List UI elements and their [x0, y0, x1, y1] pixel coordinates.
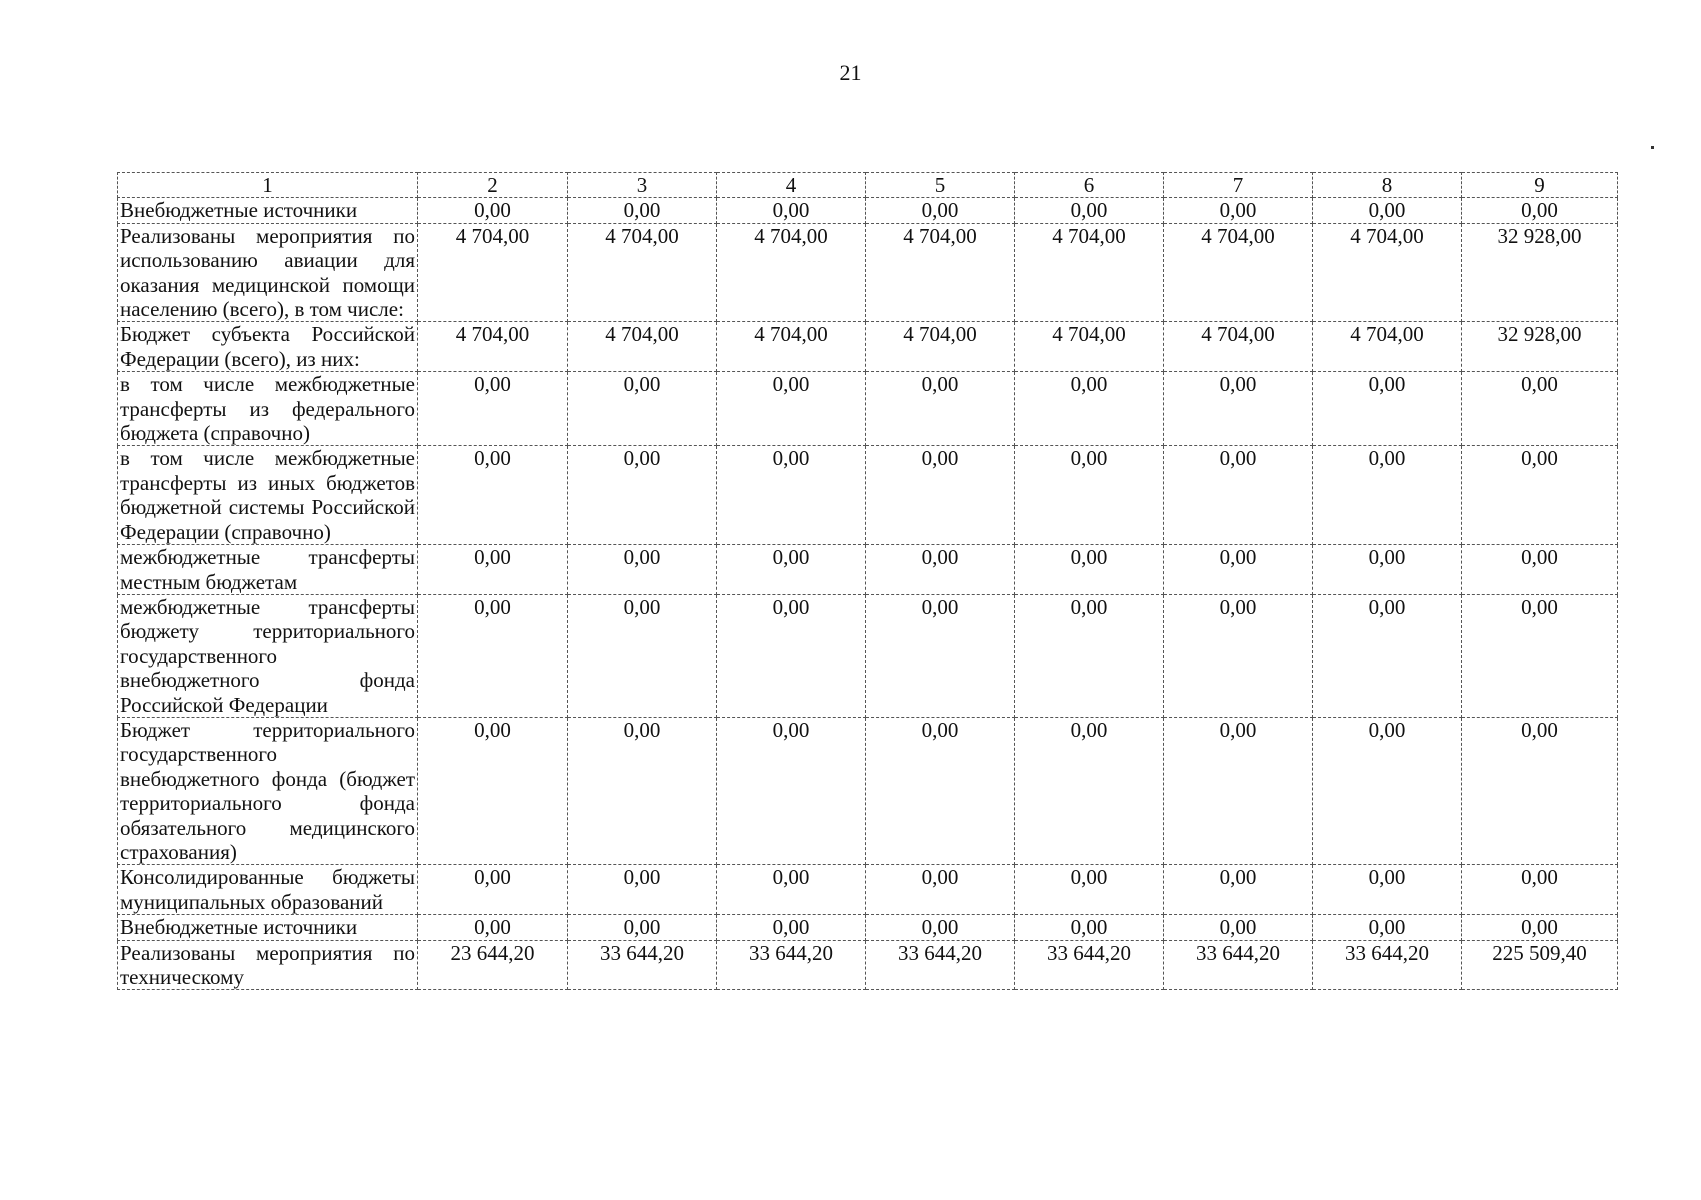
- cell-value: 0,00: [866, 545, 1015, 595]
- column-number: 4: [717, 173, 866, 198]
- cell-value: 4 704,00: [418, 223, 568, 322]
- cell-value: 4 704,00: [568, 223, 717, 322]
- cell-value: 0,00: [568, 717, 717, 864]
- cell-value: 0,00: [568, 446, 717, 545]
- cell-value: 0,00: [866, 865, 1015, 915]
- column-number: 9: [1462, 173, 1618, 198]
- table-row: [118, 223, 1618, 322]
- cell-value: 0,00: [1313, 594, 1462, 717]
- cell-value: 0,00: [1164, 915, 1313, 940]
- budget-table: [117, 172, 1618, 990]
- cell-value: 33 644,20: [1015, 940, 1164, 990]
- column-number: 2: [418, 173, 568, 198]
- page-number: 21: [839, 60, 862, 85]
- cell-value: 0,00: [717, 865, 866, 915]
- cell-value: 0,00: [1164, 545, 1313, 595]
- cell-value: 0,00: [717, 372, 866, 446]
- cell-value: 33 644,20: [1164, 940, 1313, 990]
- cell-value: 0,00: [1164, 446, 1313, 545]
- cell-value: 0,00: [1313, 545, 1462, 595]
- column-number: 3: [568, 173, 717, 198]
- cell-value: 0,00: [1313, 865, 1462, 915]
- cell-value: 0,00: [717, 198, 866, 223]
- cell-value: 0,00: [568, 594, 717, 717]
- cell-total: 32 928,00: [1462, 223, 1618, 322]
- column-number: 5: [866, 173, 1015, 198]
- cell-value: 4 704,00: [866, 223, 1015, 322]
- cell-value: 0,00: [1164, 594, 1313, 717]
- row-label: межбюджетные трансферты местным бюджетам: [118, 545, 418, 595]
- cell-value: 0,00: [1164, 198, 1313, 223]
- cell-total: 0,00: [1462, 865, 1618, 915]
- cell-value: 0,00: [717, 915, 866, 940]
- cell-value: 0,00: [418, 915, 568, 940]
- cell-value: 0,00: [717, 717, 866, 864]
- cell-value: 4 704,00: [1164, 223, 1313, 322]
- scan-artifact-dot: [1651, 146, 1654, 149]
- cell-value: 0,00: [1313, 446, 1462, 545]
- column-number: 1: [118, 173, 418, 198]
- cell-value: 4 704,00: [866, 322, 1015, 372]
- row-label: в том числе межбюджетные трансферты из иных бюджетов бюджетной системы Российской Федерации (справочно): [118, 446, 418, 545]
- cell-value: 0,00: [1164, 717, 1313, 864]
- row-label: Внебюджетные источники: [118, 915, 418, 940]
- cell-total: 225 509,40: [1462, 940, 1618, 990]
- cell-value: 33 644,20: [568, 940, 717, 990]
- cell-value: 33 644,20: [717, 940, 866, 990]
- cell-total: 0,00: [1462, 915, 1618, 940]
- row-label: Внебюджетные источники: [118, 198, 418, 223]
- cell-value: 4 704,00: [568, 322, 717, 372]
- cell-value: 0,00: [1015, 372, 1164, 446]
- cell-value: 0,00: [1313, 198, 1462, 223]
- table-row: [118, 594, 1618, 717]
- cell-value: 0,00: [1313, 915, 1462, 940]
- column-number: 8: [1313, 173, 1462, 198]
- cell-value: 0,00: [568, 545, 717, 595]
- cell-value: 4 704,00: [1015, 322, 1164, 372]
- cell-value: 23 644,20: [418, 940, 568, 990]
- cell-value: 0,00: [1015, 545, 1164, 595]
- cell-value: 0,00: [1164, 372, 1313, 446]
- cell-value: 33 644,20: [1313, 940, 1462, 990]
- cell-value: 4 704,00: [717, 322, 866, 372]
- cell-total: 0,00: [1462, 717, 1618, 864]
- cell-value: 0,00: [866, 198, 1015, 223]
- row-label: в том числе межбюджетные трансферты из федерального бюджета (справочно): [118, 372, 418, 446]
- cell-value: 0,00: [1164, 865, 1313, 915]
- cell-value: 0,00: [568, 915, 717, 940]
- cell-value: 0,00: [1015, 446, 1164, 545]
- cell-total: 32 928,00: [1462, 322, 1618, 372]
- cell-value: 0,00: [418, 865, 568, 915]
- cell-value: 4 704,00: [1164, 322, 1313, 372]
- cell-value: 0,00: [418, 446, 568, 545]
- cell-value: 0,00: [568, 198, 717, 223]
- cell-value: 0,00: [418, 717, 568, 864]
- cell-value: 0,00: [866, 372, 1015, 446]
- cell-value: 0,00: [866, 915, 1015, 940]
- cell-total: 0,00: [1462, 594, 1618, 717]
- row-label: Бюджет субъекта Российской Федерации (всего), из них:: [118, 322, 418, 372]
- cell-value: 0,00: [418, 198, 568, 223]
- cell-value: 0,00: [418, 594, 568, 717]
- cell-value: 0,00: [1015, 865, 1164, 915]
- row-label: Консолидированные бюджеты муниципальных образований: [118, 865, 418, 915]
- cell-value: 0,00: [1015, 198, 1164, 223]
- cell-value: 0,00: [1015, 717, 1164, 864]
- column-number: 7: [1164, 173, 1313, 198]
- table-row: [118, 446, 1618, 545]
- table-header-row: [118, 173, 1618, 198]
- cell-value: 0,00: [1313, 717, 1462, 864]
- table-row: [118, 322, 1618, 372]
- cell-value: 0,00: [1015, 594, 1164, 717]
- table-row: [118, 545, 1618, 595]
- cell-total: 0,00: [1462, 446, 1618, 545]
- cell-value: 0,00: [568, 372, 717, 446]
- cell-value: 0,00: [568, 865, 717, 915]
- row-label: Реализованы мероприятия по использованию авиации для оказания медицинской помощи населению (всего), в том числе:: [118, 223, 418, 322]
- cell-value: 0,00: [1015, 915, 1164, 940]
- cell-total: 0,00: [1462, 198, 1618, 223]
- table-row: [118, 940, 1618, 990]
- cell-value: 4 704,00: [1015, 223, 1164, 322]
- cell-value: 0,00: [717, 446, 866, 545]
- cell-value: 0,00: [1313, 372, 1462, 446]
- table-row: [118, 915, 1618, 940]
- cell-value: 4 704,00: [717, 223, 866, 322]
- cell-value: 4 704,00: [1313, 223, 1462, 322]
- cell-value: 0,00: [717, 545, 866, 595]
- table-row: [118, 717, 1618, 864]
- cell-total: 0,00: [1462, 372, 1618, 446]
- column-number: 6: [1015, 173, 1164, 198]
- row-label: Бюджет территориального государственного внебюджетного фонда (бюджет территориального фонда обязательного медицинского страхования): [118, 717, 418, 864]
- cell-value: 0,00: [418, 372, 568, 446]
- cell-value: 0,00: [717, 594, 866, 717]
- table-row: [118, 865, 1618, 915]
- row-label: Реализованы мероприятия по техническому: [118, 940, 418, 990]
- cell-value: 0,00: [866, 446, 1015, 545]
- row-label: межбюджетные трансферты бюджету территориального государственного внебюджетного фонда Российской Федерации: [118, 594, 418, 717]
- table-row: [118, 372, 1618, 446]
- table-row: [118, 198, 1618, 223]
- cell-value: 33 644,20: [866, 940, 1015, 990]
- cell-total: 0,00: [1462, 545, 1618, 595]
- cell-value: 4 704,00: [418, 322, 568, 372]
- cell-value: 0,00: [866, 717, 1015, 864]
- cell-value: 0,00: [866, 594, 1015, 717]
- cell-value: 0,00: [418, 545, 568, 595]
- cell-value: 4 704,00: [1313, 322, 1462, 372]
